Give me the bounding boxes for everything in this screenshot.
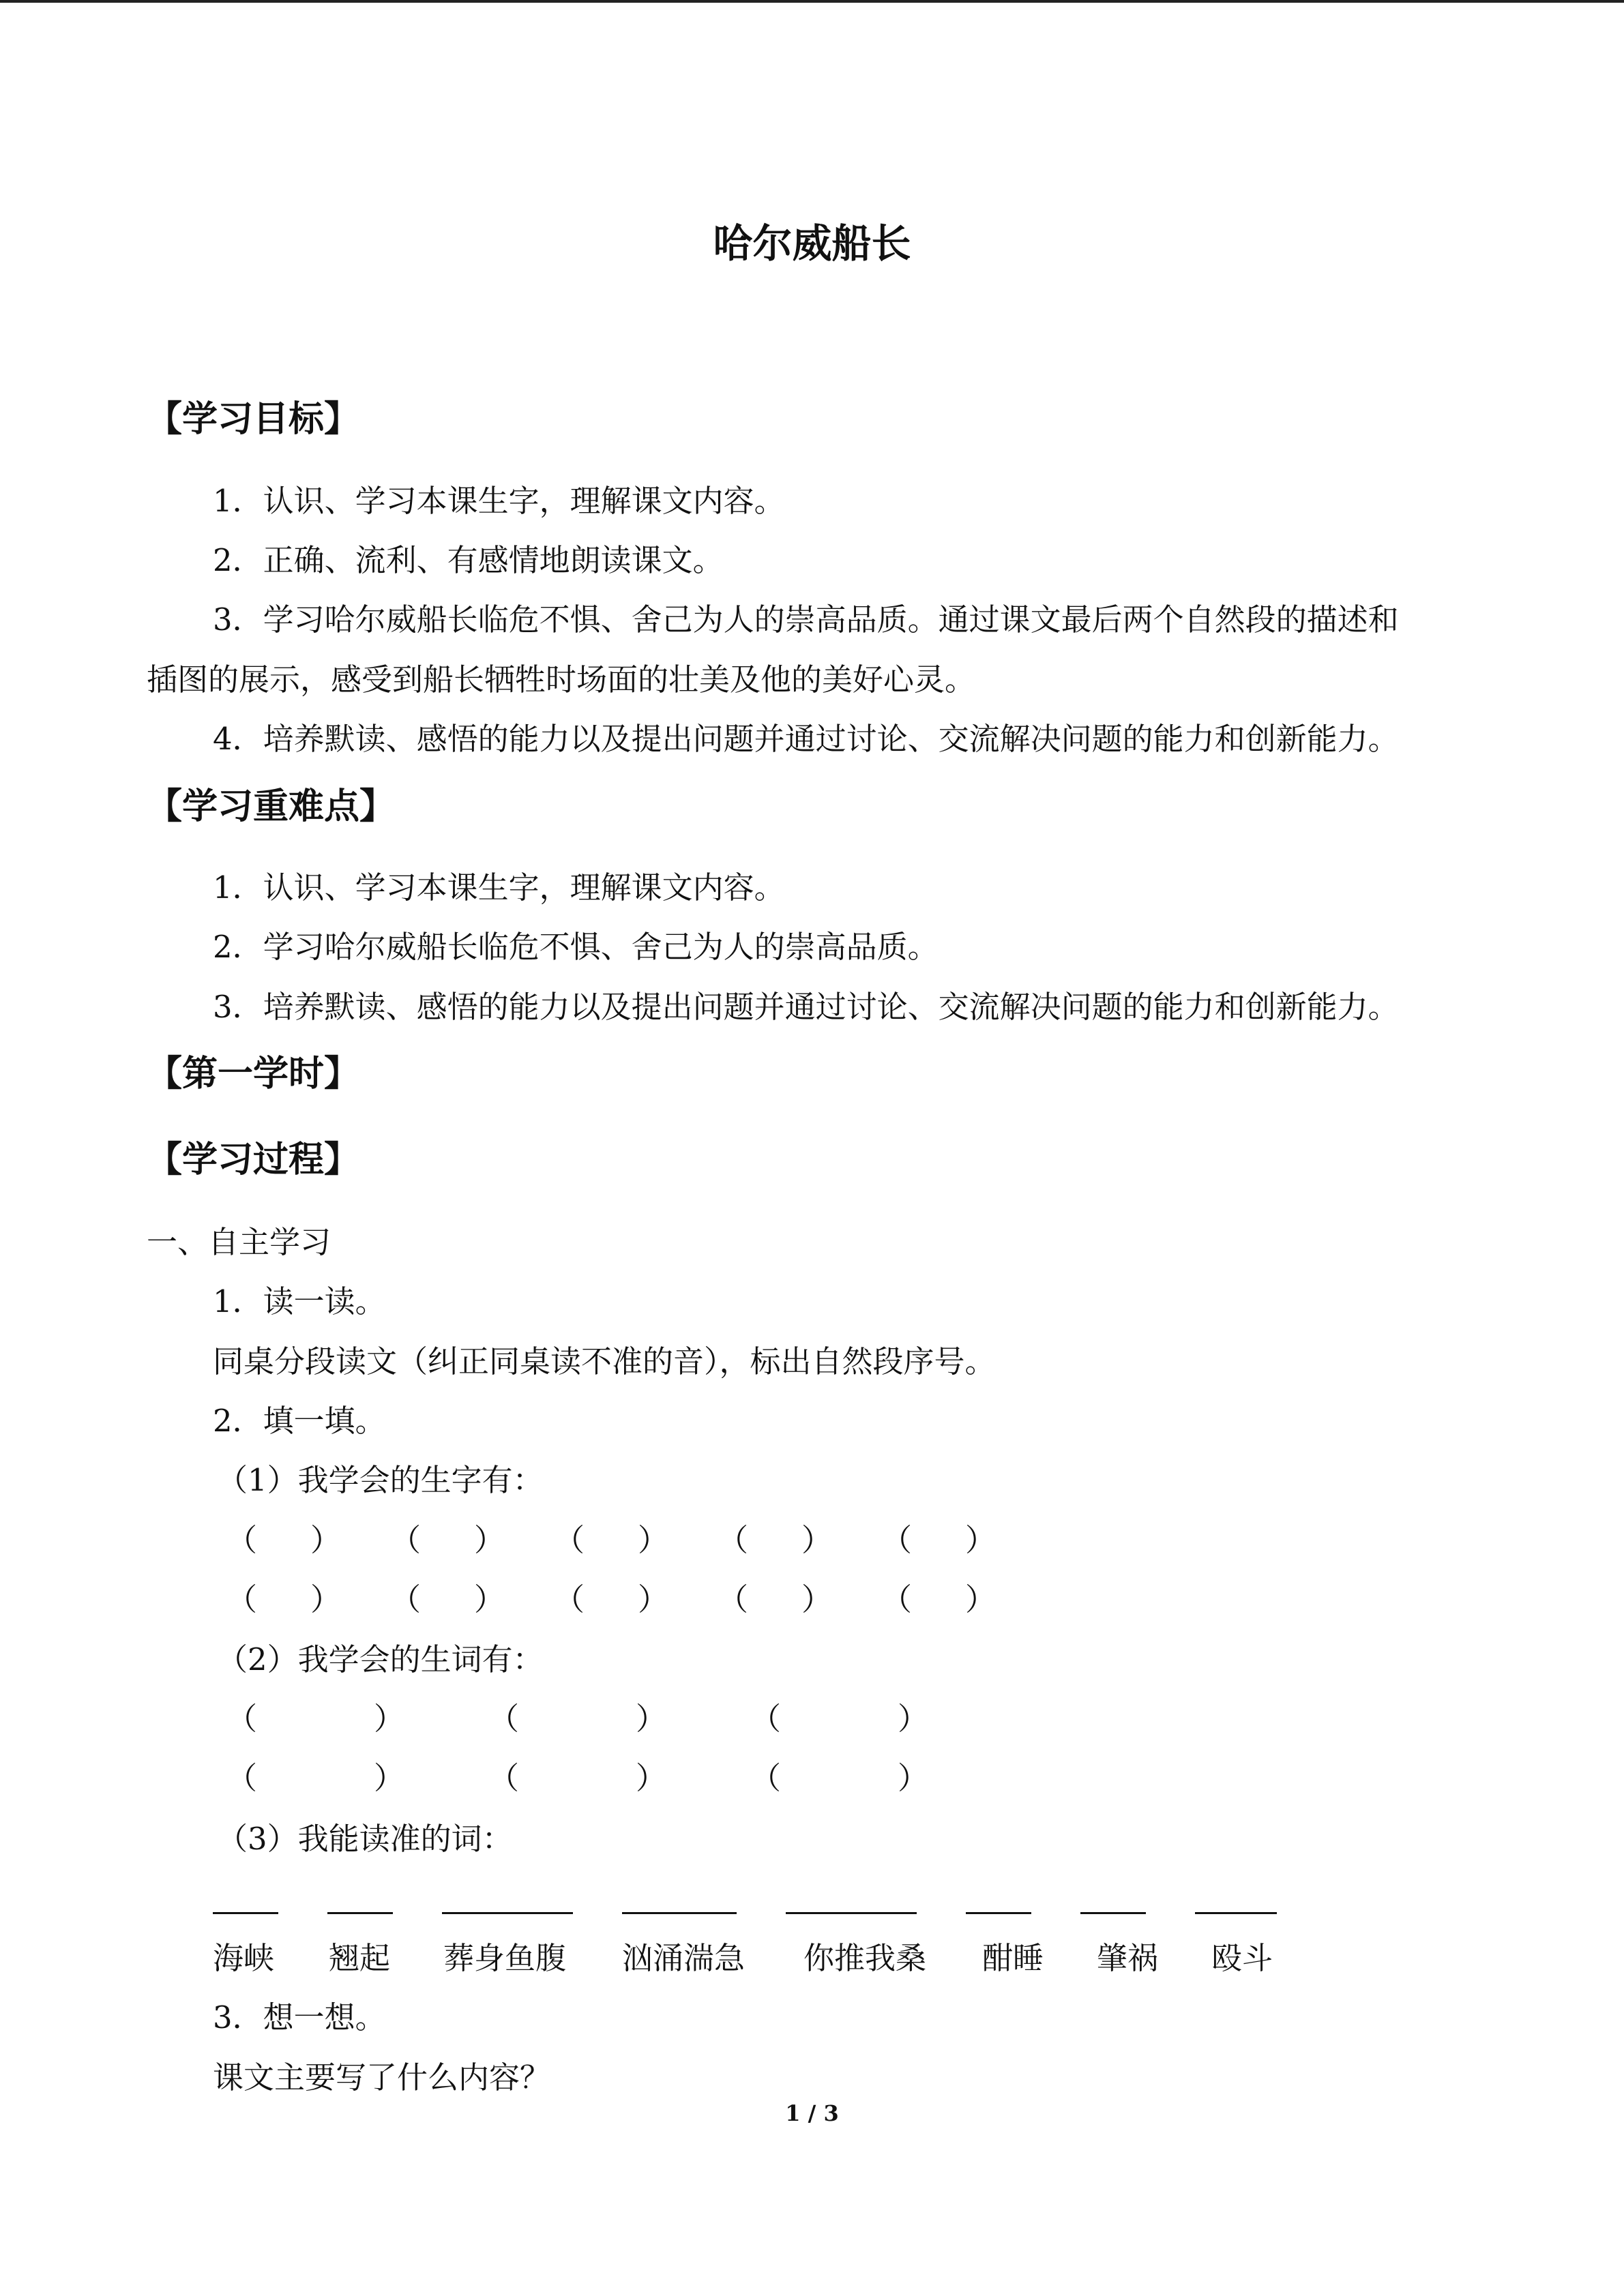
- question-words: （2）我学会的生词有：: [217, 1641, 544, 1678]
- answer-blank-close: ）: [965, 1581, 996, 1617]
- answer-blank-close: ）: [801, 1581, 833, 1617]
- goal-item: 4．培养默读、感悟的能力以及提出问题并通过讨论、交流解决问题的能力和创新能力。: [213, 721, 1399, 757]
- answer-blank-close: ）: [801, 1522, 833, 1558]
- answer-blank-open: （: [554, 1522, 585, 1558]
- answer-blank-close: ）: [965, 1522, 996, 1558]
- think-title: 3．想一想。: [213, 1999, 386, 2036]
- page-number: 1 / 3: [785, 2100, 839, 2126]
- question-characters: （1）我学会的生字有：: [217, 1462, 544, 1498]
- vocab-word: 肇祸: [1097, 1940, 1159, 1976]
- goal-item: 3．学习哈尔威船长临危不惧、舍己为人的崇高品质。通过课文最后两个自然段的描述和: [213, 601, 1399, 638]
- pinyin-blank: [966, 1912, 1031, 1914]
- answer-blank-open: （: [226, 1760, 258, 1796]
- vocab-word: 汹涌湍急: [622, 1940, 745, 1976]
- answer-blank-close: ）: [898, 1701, 929, 1737]
- read-text: 同桌分段读文（纠正同桌读不准的音），标出自然段序号。: [213, 1343, 996, 1380]
- answer-blank-close: ）: [638, 1581, 669, 1617]
- top-border: [0, 0, 1624, 3]
- key-point-item: 1．认识、学习本课生字，理解课文内容。: [213, 869, 785, 906]
- answer-blank-close: ）: [374, 1701, 405, 1737]
- answer-blank-open: （: [718, 1581, 749, 1617]
- section-heading-process: 【学习过程】: [147, 1139, 360, 1180]
- think-text: 课文主要写了什么内容？: [213, 2059, 551, 2096]
- vocab-word: 葬身鱼腹: [443, 1940, 567, 1976]
- goal-item: 2．正确、流利、有感情地朗读课文。: [213, 542, 724, 578]
- pinyin-blank: [1080, 1912, 1146, 1914]
- question-pronunciation: （3）我能读准的词：: [217, 1821, 513, 1857]
- answer-blank-open: （: [390, 1581, 422, 1617]
- answer-blank-close: ）: [374, 1760, 405, 1796]
- answer-blank-open: （: [718, 1522, 749, 1558]
- goal-item-continued: 插图的展示，感受到船长牺牲时场面的壮美及他的美好心灵。: [147, 661, 976, 698]
- key-point-item: 3．培养默读、感悟的能力以及提出问题并通过讨论、交流解决问题的能力和创新能力。: [213, 989, 1399, 1025]
- vocab-word: 酣睡: [982, 1940, 1044, 1976]
- answer-blank-open: （: [881, 1522, 913, 1558]
- answer-blank-open: （: [488, 1701, 520, 1737]
- answer-blank-open: （: [226, 1581, 258, 1617]
- answer-blank-open: （: [226, 1522, 258, 1558]
- goal-item: 1．认识、学习本课生字，理解课文内容。: [213, 483, 785, 519]
- pinyin-blank: [327, 1912, 393, 1914]
- answer-blank-open: （: [226, 1701, 258, 1737]
- vocab-word: 海峡: [213, 1940, 275, 1976]
- key-point-item: 2．学习哈尔威船长临危不惧、舍己为人的崇高品质。: [213, 929, 939, 965]
- answer-blank-close: ）: [636, 1701, 667, 1737]
- answer-blank-open: （: [390, 1522, 422, 1558]
- read-title: 1．读一读。: [213, 1283, 386, 1320]
- fill-title: 2．填一填。: [213, 1403, 386, 1439]
- answer-blank-open: （: [488, 1760, 520, 1796]
- answer-blank-open: （: [554, 1581, 585, 1617]
- pinyin-blank: [622, 1912, 737, 1914]
- pinyin-blank: [786, 1912, 917, 1914]
- section-heading-period: 【第一学时】: [147, 1054, 360, 1094]
- answer-blank-close: ）: [474, 1522, 505, 1558]
- part-title: 一、自主学习: [147, 1224, 331, 1260]
- page-title: 哈尔威船长: [713, 220, 911, 267]
- pinyin-blank: [213, 1912, 278, 1914]
- pinyin-blank: [1195, 1912, 1277, 1914]
- answer-blank-close: ）: [898, 1760, 929, 1796]
- answer-blank-close: ）: [638, 1522, 669, 1558]
- answer-blank-open: （: [881, 1581, 913, 1617]
- answer-blank-close: ）: [310, 1522, 342, 1558]
- vocab-word: 翘起: [329, 1940, 391, 1976]
- answer-blank-close: ）: [636, 1760, 667, 1796]
- answer-blank-close: ）: [474, 1581, 505, 1617]
- section-heading-goals: 【学习目标】: [147, 399, 360, 440]
- vocab-word: 你推我桑: [803, 1940, 927, 1976]
- vocab-word: 殴斗: [1211, 1940, 1273, 1976]
- answer-blank-close: ）: [310, 1581, 342, 1617]
- pinyin-blank: [442, 1912, 573, 1914]
- answer-blank-open: （: [750, 1760, 782, 1796]
- section-heading-key-points: 【学习重难点】: [147, 786, 396, 827]
- answer-blank-open: （: [750, 1701, 782, 1737]
